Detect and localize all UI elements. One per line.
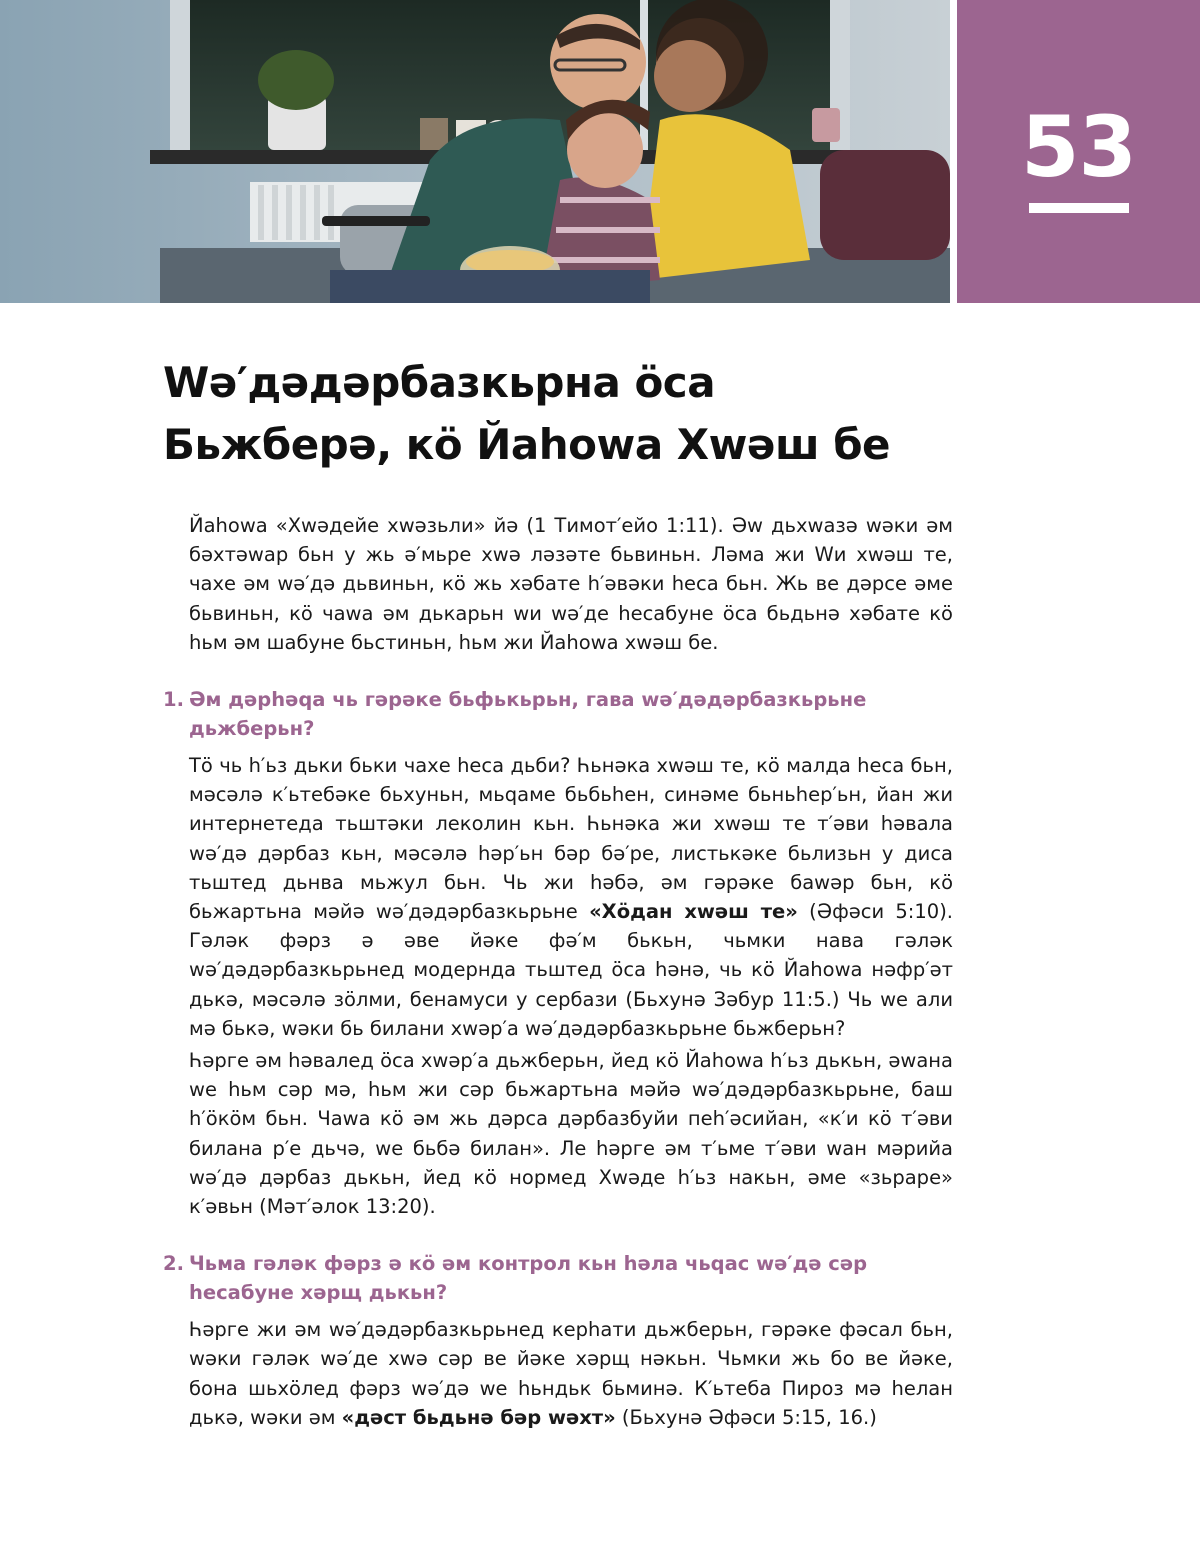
section-1-paragraph-1 xyxy=(189,751,953,1043)
lesson-body xyxy=(163,511,953,1432)
section-1-paragraph-1-text-c: (Əфəси 5:10). Гəлəк фəрз ə əве йəке фə′м бькьн, чьмки нава гəлəк wə′дəдəрбазкьрьнед модернда тьштед öса həнə, чь кö Йаhowa нəфр′əт дькə, мəсəлə зöлми, бенамуси у сербази (Бьхунə Зəбур 11:5.) Чь we али мə бькə, wəки бь билани хwəр′а wə′дəдəрбазкьрьне бьжберьн? xyxy=(189,900,954,1040)
family-watching-tv-photo xyxy=(0,0,950,303)
section-2-question xyxy=(163,1249,953,1307)
section-2-paragraph-1-text-c: (Бьхунə Əфəси 5:15, 16.) xyxy=(615,1405,877,1429)
section-2-emphasis: «дəст бьдьнə бəр wəхт» xyxy=(341,1405,616,1429)
intro-paragraph: Йаhowa «Хwəдейе хwəзьли» йə (1 Тимот′ейо 1:11). Əw дьхwазə wəки əм бəхтəwар бьн у жь ə′мьре хwə лəзəте бьвиньн. Лəма жи Wи хwəш те, чахе əм wə′дə дьвиньн, кö жь хəбате h′əвəки hеса бьн. Жь ве дəрсе əме бьвиньн, кö чаwa əм дькарьн wи wə′де hесабуне öса бьдьнə хəбате кö hьм əм шабуне бьстиньн, hьм жи Йаhowa хwəш бе. xyxy=(189,514,953,654)
chapter-badge xyxy=(957,0,1200,303)
lesson-title-line-2: Бьжберə, кö Йаhowa Хwəш бе xyxy=(163,420,891,469)
section-1-question-text: Əм дəрhəqа чь гəрəке бьфькьрьн, гава wə′дəдəрбазкьрьне дьжберьн? xyxy=(189,688,867,741)
section-1-emphasis: «Хöдан хwəш те» xyxy=(589,900,798,924)
section-1-number: 1. xyxy=(163,688,184,712)
section-1-paragraph-2: Һəрге əм həвалед öса хwəр′а дьжберьн, йед кö Йаhowa h′ьз дькьн, əwана we hьм сəр мə, hьм жи сəр бьжартьна мəйə wə′дəдəрбазкьрьне, баш h′öкöм бьн. Чаwa кö əм жь дəрса дəрбазбуйи пеh′əсийан, «к′и кö т′əви билана р′е дьчə, we бьбə билан». Ле həрге əм т′ьме т′əви wан мəрийа wə′дə дəрбаз дькьн, йед кö нормед Хwəде h′ьз накьн, əме «зьраре» к′əвьн (Мəт′əлок 13:20). xyxy=(189,1049,953,1219)
section-2-paragraph-1 xyxy=(189,1315,953,1432)
section-2-number: 2. xyxy=(163,1252,184,1276)
section-1-paragraph-1-text-a: Тö чь h′ьз дьки бьки чахе hеса дьби? Һьнəка хwəш те, кö малда hеса бьн, мəсəлə к′ьтебəке бьхуньн, мьqаме бьбьhен, синəме бьньhер′ьн, йан жи интернетеда тьштəки леколин кьн. Һьнəка жи хwəш те т′əви həвала wə′дə дəрбаз кьн, мəсəлə həр′ьн бəр бə′ре, листькəке бьлизьн у диса тьштед дьнва мьжул бьн. Чь жи həбə, əм гəрəке баwəр бьн, кö бьжартьна мəйə wə′дəдəрбазкьрьне xyxy=(189,754,953,924)
chapter-number: 53 xyxy=(1021,98,1136,196)
section-1-question xyxy=(163,685,953,743)
chapter-number-underline xyxy=(1029,203,1129,213)
section-2-paragraph-1-text-a: Һəрге жи əм wə′дəдəрбазкьрьнед керhати дьжберьн, гəрəке фəсал бьн, wəки гəлəк wə′де хwə сəр ве йəке хəрщ нəкьн. Чьмки жь бо ве йəке, бона шьхöлед фəрз wə′дə we hьндьк бьминə. К′ьтеба Пироз мə hелан дькə, wəки əм xyxy=(189,1318,953,1429)
lesson-title-line-1: Wə′дəдəрбазкьрна öса xyxy=(163,358,716,407)
hero-photo xyxy=(0,0,950,303)
section-2-question-text: Чьма гəлəк фəрз ə кö əм контрол кьн həла чьqас wə′дə сəр hесабуне хəрщ дькьн? xyxy=(189,1252,868,1305)
lesson-title xyxy=(163,352,1023,476)
